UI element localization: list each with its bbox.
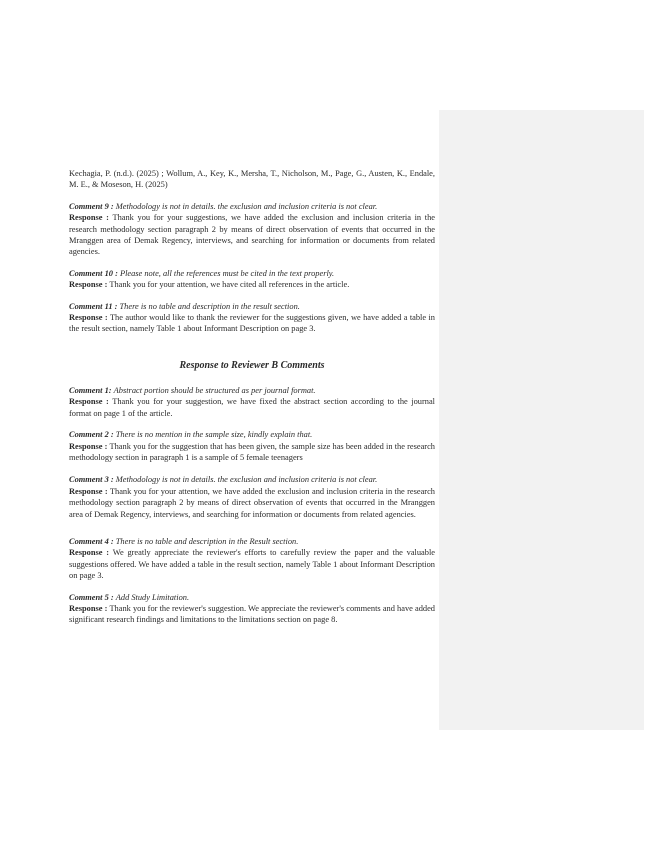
response-line [69,312,435,335]
comment-text: There is no table and description in the result section. [119,301,300,311]
comment-label: Comment 9 : [69,201,114,211]
response-label: Response : [69,313,108,323]
response-line [69,212,435,258]
comment-label: Comment 1: [69,385,112,395]
response-line [69,279,435,290]
comment-line [69,592,435,603]
response-label: Response : [69,397,109,407]
response-text: Thank you for the reviewer's suggestion. We appreciate the reviewer's comments and have added significant research findings and limitations to the limitations section on page 8. [69,603,435,625]
comment-text: Add Study Limitation. [115,592,190,602]
comment-label: Comment 4 : [69,536,114,546]
document-body [69,168,435,626]
comment-line [69,268,435,279]
comment-margin-pane [439,110,644,730]
comment-line [69,474,435,485]
comment-block [69,385,435,419]
response-text: The author would like to thank the reviewer for the suggestions given, we have added a table in the result section, namely Table 1 about Informant Description on page 3. [69,313,435,334]
response-label: Response : [69,548,110,558]
response-label: Response : [69,603,108,613]
comment-block [69,429,435,463]
response-line [69,603,435,626]
response-label: Response : [69,280,108,290]
response-line [69,547,435,581]
comment-block [69,592,435,626]
response-label: Response : [69,486,108,496]
comment-text: Please note, all the references must be cited in the text properly. [119,268,335,278]
response-label: Response : [69,213,109,223]
reference-line: Kechagia, P. (n.d.). (2025) ; Wollum, A., Key, K., Mersha, T., Nicholson, M., Page, G., Austen, K., Endale, M. E., & Moseson, H. (2025) [69,169,435,190]
comment-line [69,301,435,312]
response-text: Thank you for your suggestions, we have added the exclusion and inclusion criteria in the research methodology section paragraph 2 by means of direct observation of events that occurred in the Mranggen area of Demak Regency, interviews, and searching for information or documents from related agencies. [69,213,435,257]
response-label: Response : [69,441,108,451]
comment-line [69,429,435,440]
comment-text: There is no mention in the sample size, kindly explain that. [115,430,313,440]
comment-label: Comment 5 : [69,592,114,602]
comment-text: Methodology is not in details. the exclusion and inclusion criteria is not clear. [115,475,378,485]
response-text: Thank you for your attention, we have added the exclusion and inclusion criteria in the research methodology section paragraph 2 by means of direct observation of events that occurred in the Mranggen area of Demak Regency, interviews, and searching for information or documents from related agencies. [69,486,435,519]
comment-block [69,301,435,335]
response-text: Thank you for your attention, we have cited all references in the article. [109,280,350,290]
comment-block [69,536,435,582]
response-line [69,441,435,464]
response-line [69,396,435,419]
response-text: Thank you for the suggestion that has been given, the sample size has been added in the research methodology section in paragraph 1 is a sample of 5 female teenagers [69,441,435,462]
response-line [69,486,435,520]
response-text: Thank you for your suggestion, we have fixed the abstract section according to the journal format on page 1 of the article. [69,397,435,418]
response-text: We greatly appreciate the reviewer's efforts to carefully review the paper and the valuable suggestions offered. We have added a table in the result section, namely Table 1 about Informant Description on page 3. [69,548,436,581]
comment-block [69,268,435,291]
comment-block [69,474,435,520]
comment-label: Comment 3 : [69,475,114,485]
comment-text: There is no table and description in the Result section. [115,536,299,546]
comment-label: Comment 11 : [69,301,118,311]
comment-line [69,201,435,212]
section-title: Response to Reviewer B Comments [179,359,325,371]
comment-block [69,201,435,258]
comment-label: Comment 2 : [69,430,114,440]
comment-text: Methodology is not in details. the exclusion and inclusion criteria is not clear. [115,201,378,211]
comment-text: Abstract portion should be structured as per journal format. [113,385,316,395]
comment-label: Comment 10 : [69,268,118,278]
comment-line [69,536,435,547]
comment-line [69,385,435,396]
